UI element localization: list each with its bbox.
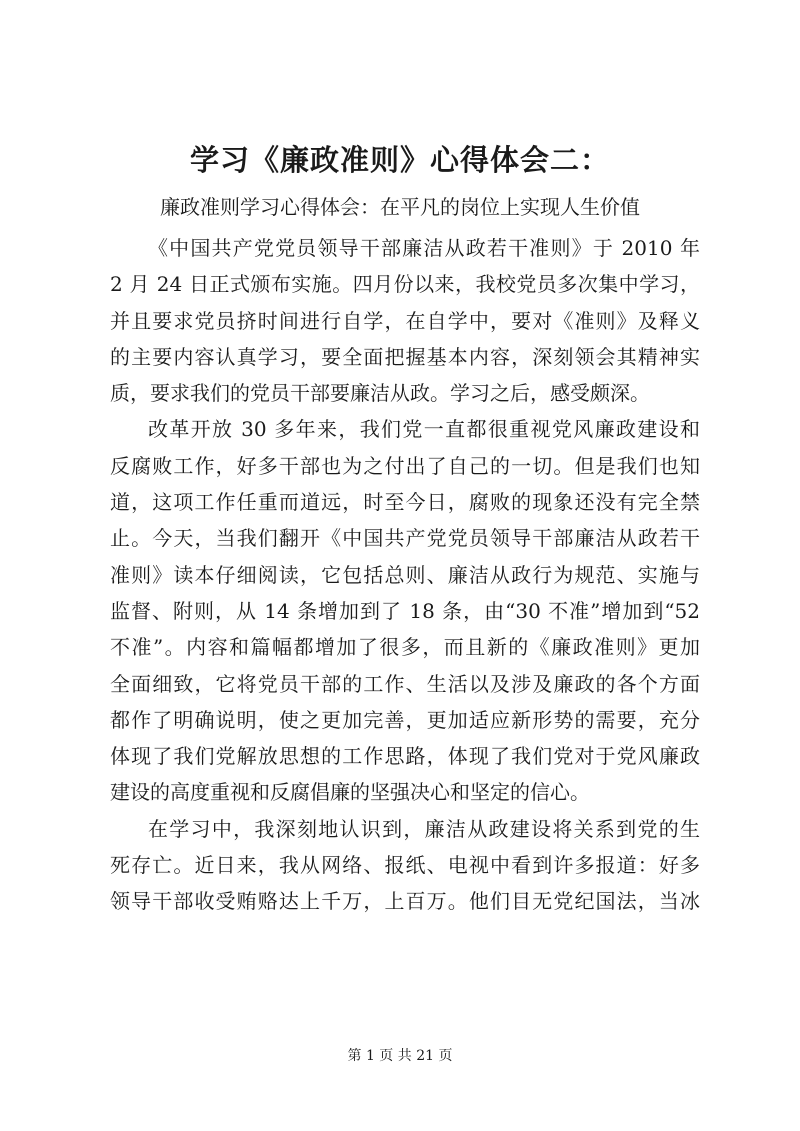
page-number-footer: 第 1 页 共 21 页 — [347, 1048, 453, 1064]
body-line: 止。今天，当我们翻开《中国共产党党员领导干部廉洁从政若干 — [110, 526, 700, 551]
body-line: 《中国共产党党员领导干部廉洁从政若干准则》于 2010 年 — [148, 236, 700, 260]
document-subtitle: 廉政准则学习心得体会：在平凡的岗位上实现人生价值 — [160, 195, 640, 219]
body-line: 死存亡。近日来，我从网络、报纸、电视中看到许多报道：好多 — [110, 853, 700, 878]
document-body — [110, 230, 700, 920]
body-line: 都作了明确说明，使之更加完善，更加适应新形势的需要，充分 — [110, 707, 700, 732]
body-line: 不准”。内容和篇幅都增加了很多，而且新的《廉政准则》更加 — [110, 635, 700, 660]
body-line: 准则》读本仔细阅读，它包括总则、廉洁从政行为规范、实施与 — [110, 562, 700, 587]
body-line: 的主要内容认真学习，要全面把握基本内容，深刻领会其精神实 — [110, 344, 700, 369]
body-line: 建设的高度重视和反腐倡廉的坚强决心和坚定的信心。 — [110, 780, 590, 805]
body-line: 2 月 24 日正式颁布实施。四月份以来，我校党员多次集中学习， — [110, 272, 700, 297]
body-line: 体现了我们党解放思想的工作思路，体现了我们党对于党风廉政 — [110, 744, 700, 769]
body-line: 质，要求我们的党员干部要廉洁从政。学习之后，感受颇深。 — [110, 381, 650, 406]
body-line: 改革开放 30 多年来，我们党一直都很重视党风廉政建设和 — [148, 417, 700, 442]
body-line: 监督、附则，从 14 条增加到了 18 条，由“30 不准”增加到“52 — [110, 598, 700, 623]
body-line: 并且要求党员挤时间进行自学，在自学中，要对《准则》及释义 — [110, 308, 700, 333]
body-line: 在学习中，我深刻地认识到，廉洁从政建设将关系到党的生 — [148, 816, 700, 841]
body-line: 道，这项工作任重而道远，时至今日，腐败的现象还没有完全禁 — [110, 490, 700, 515]
body-line: 反腐败工作，好多干部也为之付出了自己的一切。但是我们也知 — [110, 453, 700, 478]
document-title: 学习《廉政准则》心得体会二： — [189, 143, 610, 177]
body-line: 领导干部收受贿赂达上千万，上百万。他们目无党纪国法，当冰 — [110, 889, 700, 914]
body-line: 全面细致，它将党员干部的工作、生活以及涉及廉政的各个方面 — [110, 671, 700, 696]
